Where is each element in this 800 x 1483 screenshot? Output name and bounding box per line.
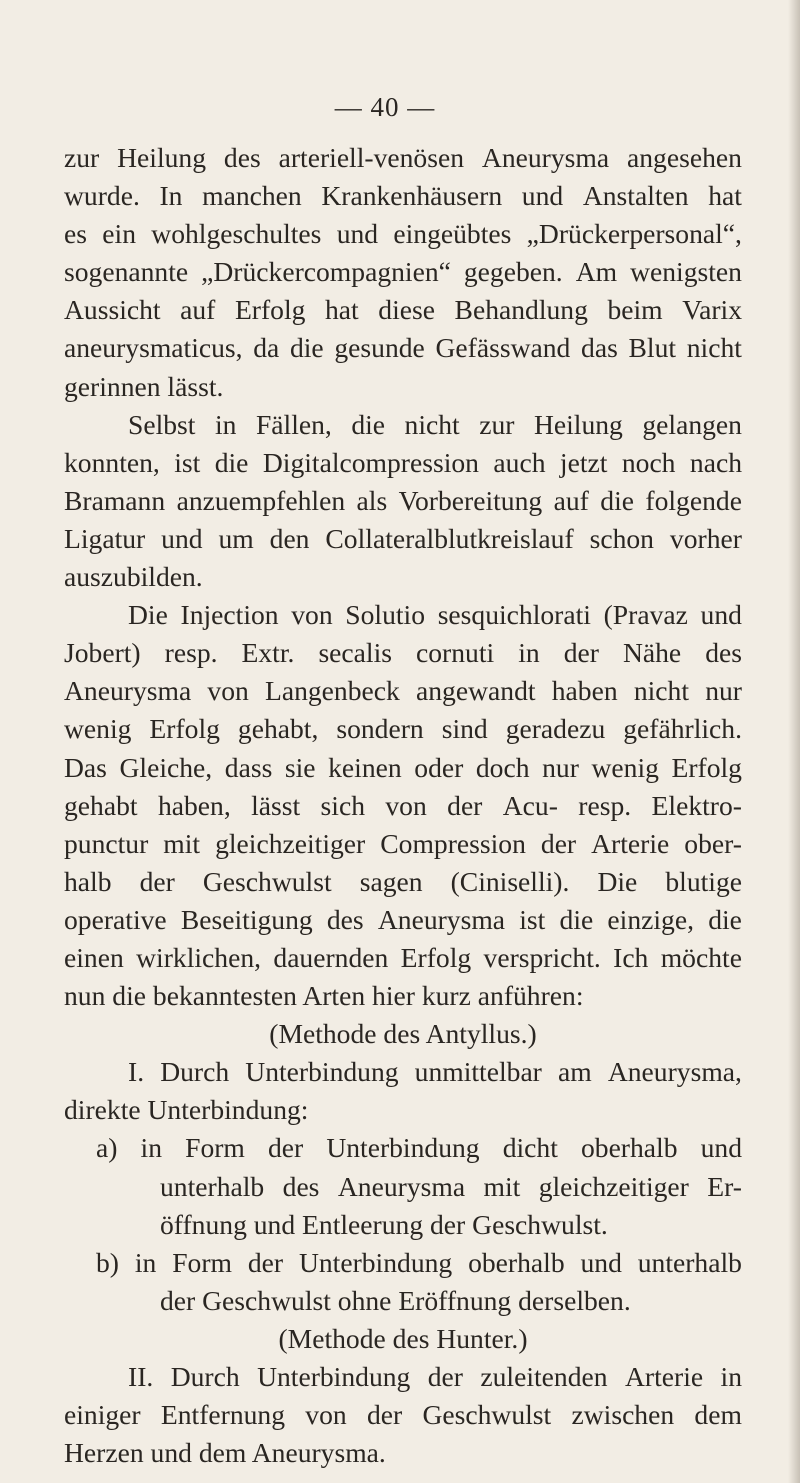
text-line: Ligatur und um den Collateralblutkreislauf schon vorher — [64, 522, 742, 554]
page-edge-shadow — [788, 0, 800, 1483]
text-line: a) in Form der Unterbindung dicht oberhalb und — [96, 1132, 742, 1164]
text-line: konnten, ist die Digitalcompression auch jetzt noch nach — [64, 446, 742, 478]
text-line: nun die bekanntesten Arten hier kurz anführen: — [64, 980, 584, 1012]
text-line: Aussicht auf Erfolg hat diese Behandlung beim Varix — [64, 294, 742, 326]
text-line: punctur mit gleichzeitiger Compression der Arterie ober- — [64, 827, 742, 859]
text-line: wenig Erfolg gehabt, sondern sind geradezu gefährlich. — [64, 713, 742, 745]
text-line: b) in Form der Unterbindung oberhalb und unterhalb — [96, 1246, 742, 1278]
text-line: Selbst in Fällen, die nicht zur Heilung gelangen — [128, 408, 742, 440]
text-line: wurde. In manchen Krankenhäusern und Anstalten hat — [64, 180, 742, 212]
text-line: Jobert) resp. Extr. secalis cornuti in der Nähe des — [64, 637, 742, 669]
text-line: operative Beseitigung des Aneurysma ist die einzige, die — [64, 903, 742, 935]
text-line: auszubilden. — [64, 561, 203, 593]
text-line: sogenannte „Drückercompagnien“ gegeben. Am wenigsten — [64, 256, 742, 288]
text-line: Aneurysma von Langenbeck angewandt haben nicht nur — [64, 675, 742, 707]
text-line: zur Heilung des arteriell-venösen Aneurysma angesehen — [64, 142, 742, 173]
text-line: einen wirklichen, dauernden Erfolg verspricht. Ich möchte — [64, 941, 742, 973]
text-line: gehabt haben, lässt sich von der Acu- resp. Elektro- — [64, 789, 742, 821]
text-line: gerinnen lässt. — [64, 370, 224, 402]
text-line: Das Gleiche, dass sie keinen oder doch nur wenig Erfolg — [64, 751, 742, 783]
text-line: öffnung und Entleerung der Geschwulst. — [160, 1208, 608, 1240]
text-line: direkte Unterbindung: — [64, 1094, 309, 1126]
body-text — [64, 139, 742, 1472]
text-line: aneurysmaticus, da die gesunde Gefässwand das Blut nicht — [64, 332, 742, 364]
text-line: Die Injection von Solutio sesquichlorati (Pravaz und — [128, 599, 742, 631]
text-line: es ein wohlgeschultes und eingeübtes „Drückerpersonal“, — [64, 218, 742, 250]
text-line: einiger Entfernung von der Geschwulst zwischen dem — [64, 1399, 742, 1431]
text-line: II. Durch Unterbindung der zuleitenden Arterie in — [128, 1361, 742, 1392]
text-line: Herzen und dem Aneurysma. — [64, 1437, 386, 1469]
page-number: — 40 — — [334, 92, 436, 122]
text-line: der Geschwulst ohne Eröffnung derselben. — [160, 1284, 631, 1316]
text-line: (Methode des Antyllus.) — [269, 1018, 537, 1050]
text-line: halb der Geschwulst sagen (Ciniselli). Die blutige — [64, 865, 742, 897]
text-line: I. Durch Unterbindung unmittelbar am Aneurysma, — [128, 1056, 742, 1088]
text-line: (Methode des Hunter.) — [278, 1322, 528, 1354]
text-line: Bramann anzuempfehlen als Vorbereitung auf die folgende — [64, 484, 742, 516]
text-line: unterhalb des Aneurysma mit gleichzeitiger Er- — [160, 1170, 742, 1202]
